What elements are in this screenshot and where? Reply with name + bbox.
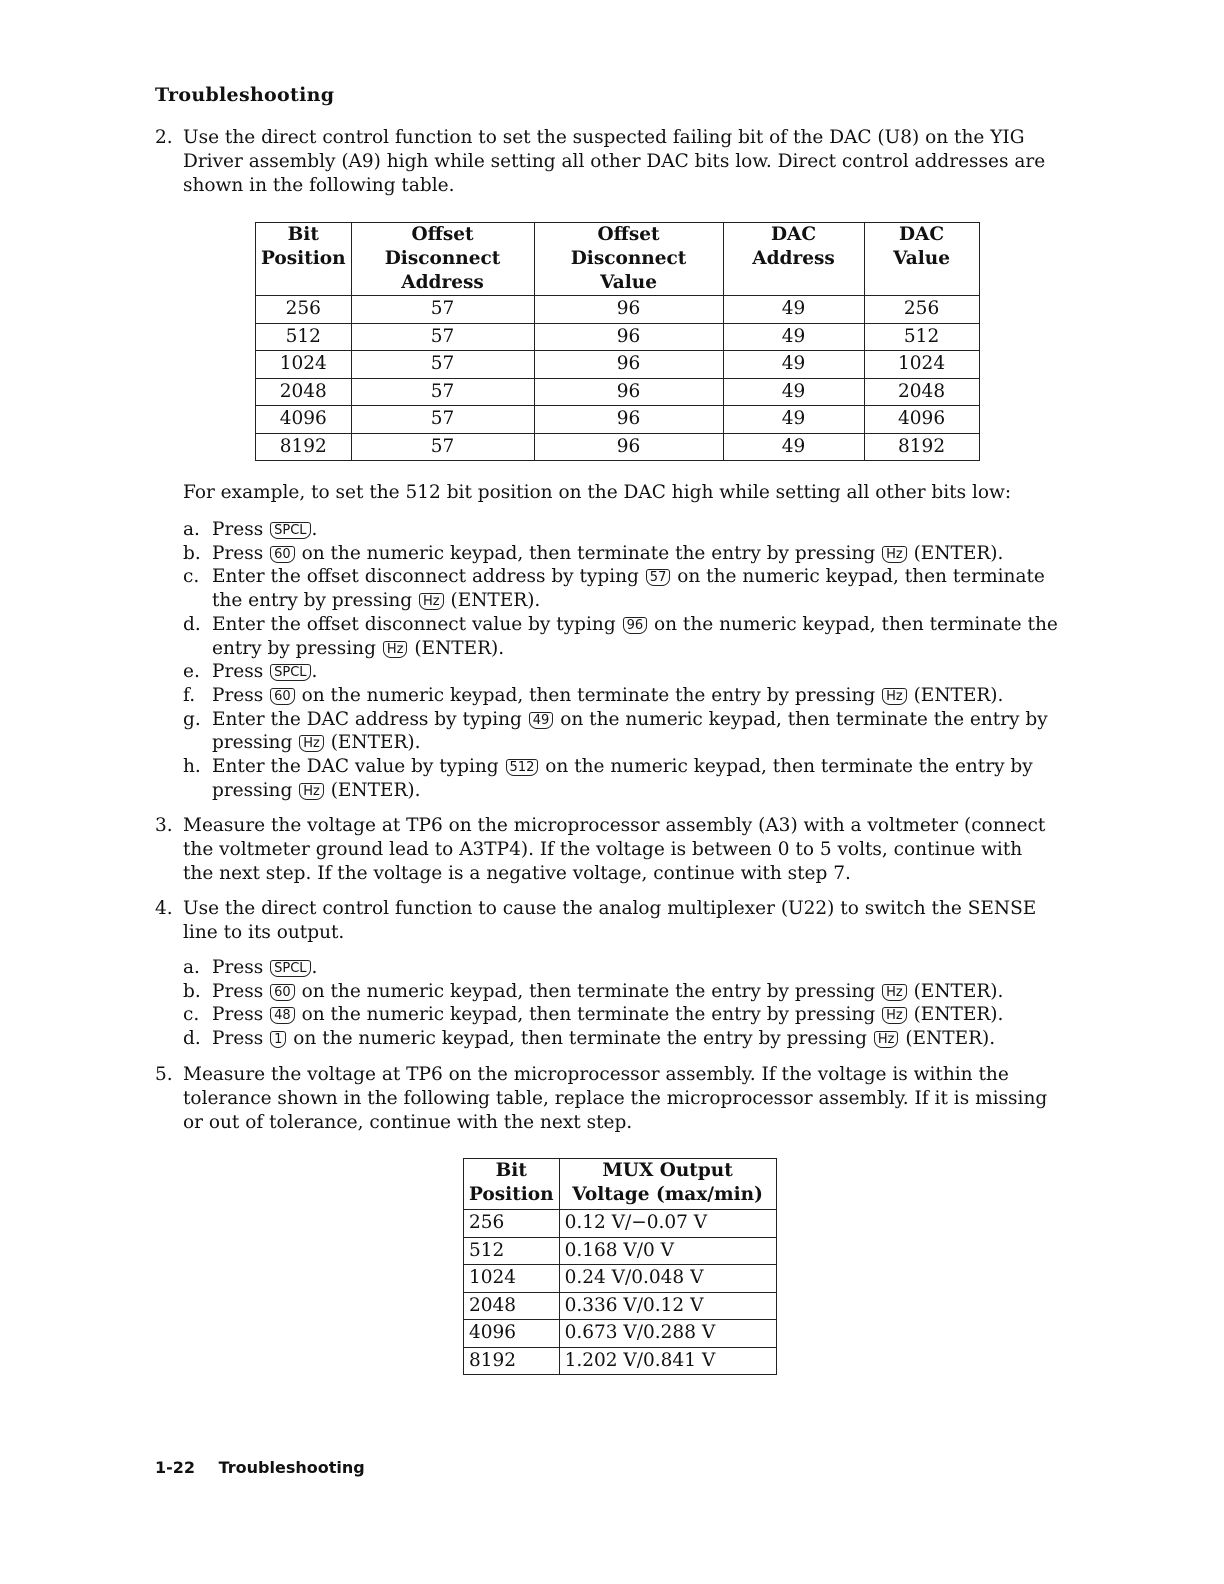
page-footer xyxy=(155,1458,365,1477)
cell: 1.202 V/0.841 V xyxy=(559,1347,776,1375)
cell: 8192 xyxy=(256,433,352,461)
key-512: 512 xyxy=(506,759,539,776)
substep-text: Press xyxy=(212,542,264,564)
hz-key: Hz xyxy=(882,688,907,705)
cell: 256 xyxy=(256,296,352,324)
list-item xyxy=(183,684,1063,708)
substep-letter: b. xyxy=(183,980,201,1002)
substep-text: on the numeric keypad, then terminate the entry by pressing xyxy=(301,542,876,564)
cell: 49 xyxy=(723,296,864,324)
key-1: 1 xyxy=(270,1031,286,1048)
cell: 96 xyxy=(534,296,723,324)
substep-letter: a. xyxy=(183,519,200,540)
substep-text: (ENTER). xyxy=(913,980,1004,1002)
hz-key: Hz xyxy=(874,1031,899,1048)
footer-section-title: Troubleshooting xyxy=(218,1458,365,1477)
substep-letter: f. xyxy=(183,684,196,706)
hz-key: Hz xyxy=(882,984,907,1001)
substep-letter: c. xyxy=(183,566,200,588)
list-item xyxy=(183,1003,1063,1027)
cell: 57 xyxy=(351,296,534,324)
cell: 1024 xyxy=(256,351,352,379)
list-item xyxy=(183,1027,1063,1051)
col-header-mux-output-voltage: MUX Output Voltage (max/min) xyxy=(559,1159,776,1210)
substep-text: Enter the DAC value by typing xyxy=(212,756,499,778)
substep-text: on the numeric keypad, then terminate the entry by pressing xyxy=(212,708,1048,754)
substep-text: Enter the DAC address by typing xyxy=(212,708,522,730)
cell: 4096 xyxy=(464,1320,560,1348)
substep-text: on the numeric keypad, then terminate the entry by pressing xyxy=(301,980,876,1002)
cell: 512 xyxy=(464,1237,560,1265)
substep-text: (ENTER). xyxy=(913,684,1004,706)
substep-text: (ENTER). xyxy=(905,1028,996,1050)
step-text: Use the direct control function to cause the analog multiplexer (U22) to switch the SENSE line to its output. xyxy=(183,898,1037,943)
cell: 96 xyxy=(534,433,723,461)
col-header-offset-disconnect-value: Offset Disconnect Value xyxy=(534,223,723,296)
step-number: 2. xyxy=(155,127,173,148)
example-intro: For example, to set the 512 bit position on the DAC high while setting all other bits low: xyxy=(183,482,1012,503)
substep-letter: h. xyxy=(183,756,201,778)
list-item xyxy=(183,755,1063,802)
substep-text: (ENTER). xyxy=(330,779,421,801)
cell: 8192 xyxy=(864,433,979,461)
step-4 xyxy=(155,897,1055,945)
cell: 0.336 V/0.12 V xyxy=(559,1292,776,1320)
cell: 8192 xyxy=(464,1347,560,1375)
table-row xyxy=(256,296,980,324)
key-96: 96 xyxy=(623,617,648,634)
col-header-bit-position: Bit Position xyxy=(464,1159,560,1210)
hz-key: Hz xyxy=(299,735,324,752)
substep-text: (ENTER). xyxy=(913,1004,1004,1026)
substep-text: Press xyxy=(212,1028,264,1050)
substep-text: on the numeric keypad, then terminate the entry by pressing xyxy=(301,684,876,706)
substep-text: Press xyxy=(212,519,264,540)
substep-text: Press xyxy=(212,957,264,978)
cell: 96 xyxy=(534,378,723,406)
table-row xyxy=(464,1265,777,1293)
cell: 256 xyxy=(464,1210,560,1238)
cell: 2048 xyxy=(864,378,979,406)
substeps-set-dac xyxy=(183,518,1063,802)
substep-text: on the numeric keypad, then terminate the entry by pressing xyxy=(293,1028,867,1050)
step-number: 5. xyxy=(155,1064,173,1085)
cell: 49 xyxy=(723,378,864,406)
step-text: Measure the voltage at TP6 on the microprocessor assembly (A3) with a voltmeter (connect the voltmeter ground lead to A3TP4). If the voltage is between 0 to 5 volts, continue with the next step. If the voltage is a negative voltage, continue with step 7. xyxy=(183,815,1046,884)
cell: 0.673 V/0.288 V xyxy=(559,1320,776,1348)
substep-letter: g. xyxy=(183,708,201,730)
substep-letter: d. xyxy=(183,613,201,635)
page-number: 1-22 xyxy=(155,1458,196,1477)
hz-key: Hz xyxy=(882,1007,907,1024)
list-item xyxy=(183,660,1063,684)
hz-key: Hz xyxy=(299,783,324,800)
substep-text: on the numeric keypad, then terminate the entry by pressing xyxy=(212,756,1033,801)
substep-letter: c. xyxy=(183,1004,200,1026)
col-header-dac-address: DAC Address xyxy=(723,223,864,296)
step-number: 4. xyxy=(155,898,173,919)
list-item xyxy=(183,708,1063,755)
spcl-key: SPCL xyxy=(270,522,310,539)
list-item xyxy=(183,956,1063,980)
spcl-key: SPCL xyxy=(270,960,310,977)
list-item xyxy=(183,980,1063,1004)
direct-control-address-table xyxy=(255,222,980,461)
step-3 xyxy=(155,814,1055,886)
cell: 4096 xyxy=(864,406,979,434)
cell: 0.168 V/0 V xyxy=(559,1237,776,1265)
key-49: 49 xyxy=(529,712,554,729)
substep-text: (ENTER). xyxy=(450,590,541,612)
cell: 96 xyxy=(534,351,723,379)
hz-key: Hz xyxy=(383,641,408,658)
col-header-bit-position: Bit Position xyxy=(256,223,352,296)
substep-text: Enter the offset disconnect address by typing xyxy=(212,566,639,588)
list-item xyxy=(183,613,1063,660)
substep-text: (ENTER). xyxy=(414,637,505,659)
col-header-dac-value: DAC Value xyxy=(864,223,979,296)
list-item xyxy=(183,542,1063,566)
table-row xyxy=(256,351,980,379)
substep-letter: a. xyxy=(183,957,200,978)
cell: 57 xyxy=(351,406,534,434)
spcl-key: SPCL xyxy=(270,664,310,681)
cell: 96 xyxy=(534,406,723,434)
table-row xyxy=(464,1237,777,1265)
cell: 2048 xyxy=(464,1292,560,1320)
cell: 4096 xyxy=(256,406,352,434)
substep-text: . xyxy=(311,957,318,978)
cell: 1024 xyxy=(864,351,979,379)
substep-text: Press xyxy=(212,980,264,1002)
cell: 57 xyxy=(351,351,534,379)
substep-text: Press xyxy=(212,661,264,683)
list-item xyxy=(183,565,1063,612)
substep-text: . xyxy=(311,519,318,540)
substep-letter: d. xyxy=(183,1028,201,1050)
substep-text: Press xyxy=(212,1004,264,1026)
step-text: Use the direct control function to set the suspected failing bit of the DAC (U8) on the YIG Driver assembly (A9) high while setting all other DAC bits low. Direct control addresses are shown in the following table. xyxy=(183,127,1046,196)
substep-text: on the numeric keypad, then terminate the entry by pressing xyxy=(212,613,1058,659)
cell: 512 xyxy=(864,323,979,351)
key-48: 48 xyxy=(270,1007,295,1024)
mux-output-voltage-table xyxy=(463,1158,777,1375)
col-header-offset-disconnect-address: Offset Disconnect Address xyxy=(351,223,534,296)
cell: 49 xyxy=(723,323,864,351)
substep-text: (ENTER). xyxy=(330,732,421,754)
cell: 512 xyxy=(256,323,352,351)
substeps-mux xyxy=(183,956,1063,1051)
table-row xyxy=(464,1347,777,1375)
table-row xyxy=(256,378,980,406)
cell: 256 xyxy=(864,296,979,324)
substep-text: on the numeric keypad, then terminate the entry by pressing xyxy=(212,566,1045,612)
step-2 xyxy=(155,126,1055,198)
cell: 1024 xyxy=(464,1265,560,1293)
table-row xyxy=(256,406,980,434)
substep-text: on the numeric keypad, then terminate the entry by pressing xyxy=(301,1004,876,1026)
hz-key: Hz xyxy=(419,593,444,610)
table-row xyxy=(464,1210,777,1238)
cell: 57 xyxy=(351,378,534,406)
cell: 96 xyxy=(534,323,723,351)
key-60: 60 xyxy=(270,546,295,563)
cell: 49 xyxy=(723,433,864,461)
cell: 57 xyxy=(351,323,534,351)
list-item xyxy=(183,518,1063,542)
table-row xyxy=(464,1320,777,1348)
substep-text: (ENTER). xyxy=(913,542,1004,564)
key-57: 57 xyxy=(646,569,671,586)
cell: 49 xyxy=(723,406,864,434)
step-number: 3. xyxy=(155,815,173,836)
cell: 57 xyxy=(351,433,534,461)
step-text: Measure the voltage at TP6 on the microprocessor assembly. If the voltage is within the tolerance shown in the following table, replace the microprocessor assembly. If it is missing or out of tolerance, continue with the next step. xyxy=(183,1064,1048,1133)
table-row xyxy=(256,433,980,461)
key-60: 60 xyxy=(270,984,295,1001)
substep-text: Enter the offset disconnect value by typing xyxy=(212,613,616,635)
cell: 49 xyxy=(723,351,864,379)
substep-text: Press xyxy=(212,684,264,706)
cell: 2048 xyxy=(256,378,352,406)
key-60: 60 xyxy=(270,688,295,705)
cell: 0.24 V/0.048 V xyxy=(559,1265,776,1293)
substep-letter: e. xyxy=(183,661,200,683)
substep-text: . xyxy=(311,661,318,683)
hz-key: Hz xyxy=(882,546,907,563)
table-row xyxy=(464,1292,777,1320)
table-row xyxy=(256,323,980,351)
cell: 0.12 V/−0.07 V xyxy=(559,1210,776,1238)
page-header-title: Troubleshooting xyxy=(155,84,335,106)
substep-letter: b. xyxy=(183,542,201,564)
step-5 xyxy=(155,1063,1055,1135)
